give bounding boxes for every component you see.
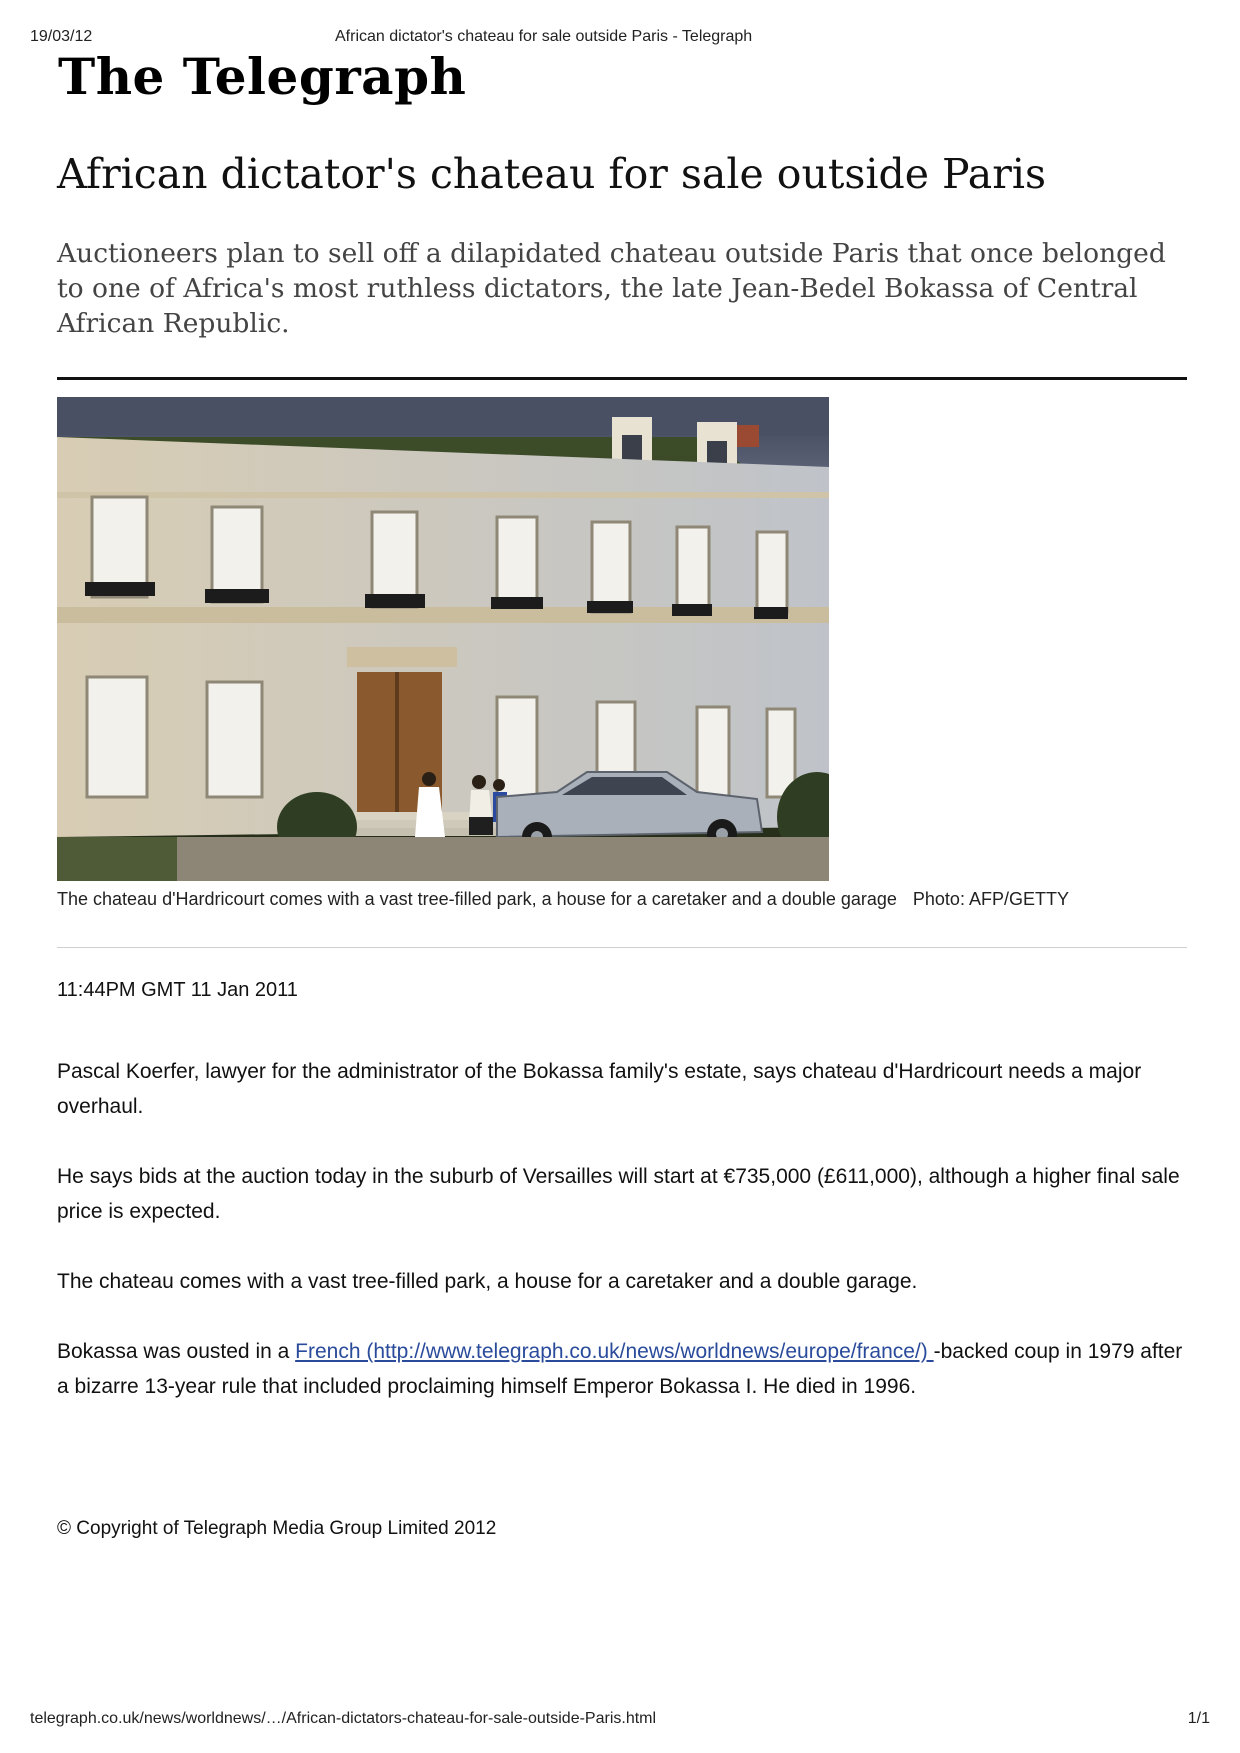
headline-divider (57, 377, 1187, 380)
chateau-photo (57, 397, 829, 881)
copyright-notice: © Copyright of Telegraph Media Group Limited 2012 (57, 1518, 497, 1539)
article-headline: African dictator's chateau for sale outside Paris (57, 150, 1046, 198)
article-dateline: 11:44PM GMT 11 Jan 2011 (57, 979, 298, 1001)
paragraph-4-after: -backed coup in 1979 after a bizarre 13-year rule that included proclaiming himself Emperor Bokassa I. He died in 1996. (57, 1340, 1183, 1398)
paragraph-1: Pascal Koerfer, lawyer for the administrator of the Bokassa family's estate, says chateau d'Hardricourt needs a major overhaul. (57, 1060, 1142, 1118)
telegraph-masthead-logo[interactable]: The Telegraph (58, 47, 467, 106)
paragraph-4 (57, 1334, 1187, 1404)
print-page-number: 1/1 (1187, 1710, 1210, 1727)
photo-caption (57, 887, 1187, 912)
print-page-title: African dictator's chateau for sale outside Paris - Telegraph (335, 28, 753, 45)
paragraph-3: The chateau comes with a vast tree-filled park, a house for a caretaker and a double garage. (57, 1270, 918, 1293)
print-footer-url: telegraph.co.uk/news/worldnews/…/African-dictators-chateau-for-sale-outside-Paris.html (30, 1710, 657, 1727)
article-body (57, 1054, 1187, 1439)
print-date: 19/03/12 (30, 28, 93, 45)
france-link[interactable]: French (http://www.telegraph.co.uk/news/worldnews/europe/france/) (295, 1340, 934, 1363)
caption-text: The chateau d'Hardricourt comes with a vast tree-filled park, a house for a caretaker and a double garage (57, 889, 897, 909)
article-standfirst: Auctioneers plan to sell off a dilapidated chateau outside Paris that once belonged to one of Africa's most ruthless dictators, the late Jean-Bedel Bokassa of Central African Republic. (57, 238, 1166, 339)
paragraph-2: He says bids at the auction today in the suburb of Versailles will start at €735,000 (£611,000), although a higher final sale price is expected. (57, 1165, 1180, 1223)
photo-credit: Photo: AFP/GETTY (912, 889, 1069, 909)
caption-divider (57, 947, 1187, 948)
paragraph-4-before: Bokassa was ousted in a (57, 1340, 296, 1363)
